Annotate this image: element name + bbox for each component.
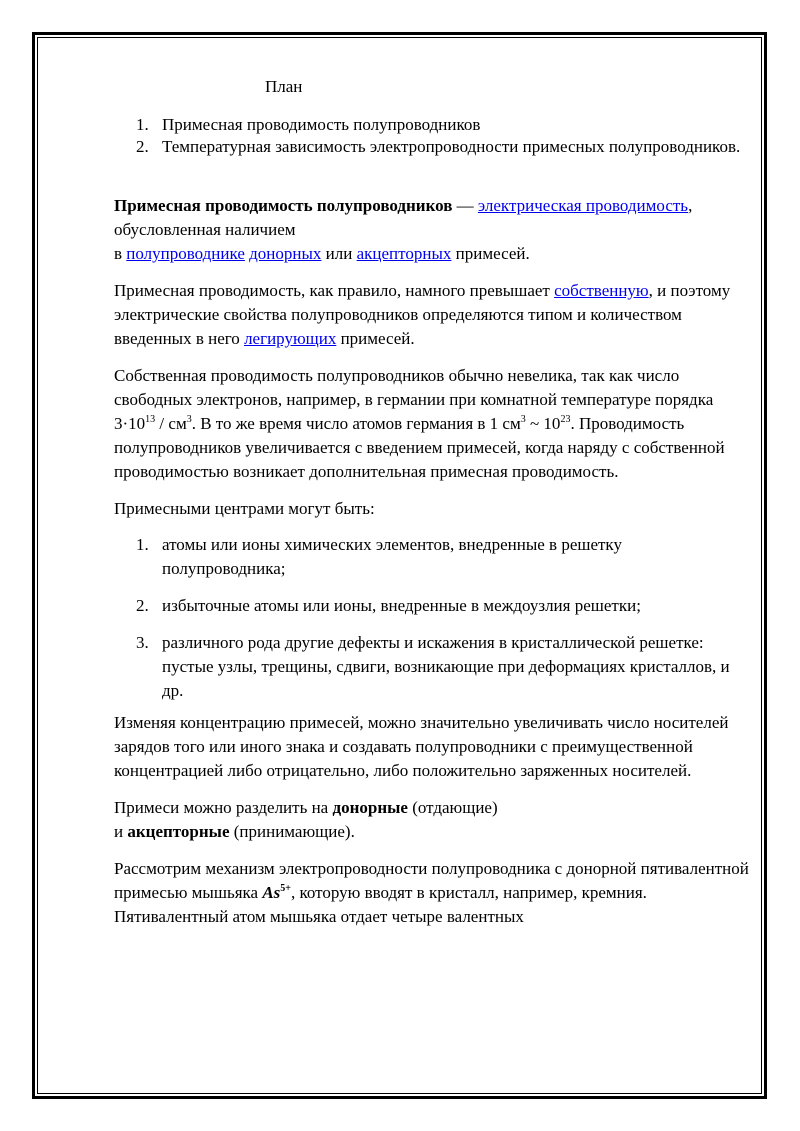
- plan-list: [114, 114, 749, 157]
- superscript: 3: [186, 414, 192, 425]
- plan-item: [114, 136, 749, 158]
- text: и: [114, 822, 128, 841]
- text: Примеси можно разделить на: [114, 798, 333, 817]
- list-number: 1.: [136, 535, 149, 554]
- text: , которую вводят в кристалл, например, кремния. Пятивалентный атом мышьяка отдает четыре валентных: [114, 883, 647, 926]
- text: примесей.: [451, 244, 530, 263]
- link-intrinsic[interactable]: собственную: [554, 281, 649, 300]
- definition-paragraph: [114, 194, 749, 266]
- link-electrical-conductivity[interactable]: электрическая проводимость: [477, 196, 689, 215]
- document-content: [114, 75, 749, 929]
- text: в: [114, 244, 127, 263]
- text: , и поэтому электрические свойства полупроводников определяются типом и количеством введенных в него: [114, 281, 731, 348]
- chemical-symbol: As: [262, 883, 281, 902]
- superscript: 5+: [280, 883, 291, 894]
- paragraph-intrinsic-vs-impurity: [114, 279, 749, 351]
- bold-term-acceptor: акцепторные: [127, 822, 230, 841]
- text: ~ 10: [525, 414, 561, 433]
- text: / см: [155, 414, 187, 433]
- plan-title: План: [265, 77, 303, 96]
- text: (отдающие): [407, 798, 498, 817]
- link-doping[interactable]: легирующих: [244, 329, 337, 348]
- list-item: [114, 631, 749, 703]
- paragraph-concentration: Изменяя концентрацию примесей, можно значительно увеличивать число носителей зарядов того или иного знака и создавать полупроводники с преимущественной концентрацией либо отрицательно, либо положительно заряженных носителей.: [114, 713, 729, 780]
- superscript: 13: [145, 414, 156, 425]
- list-number: 2.: [136, 596, 149, 615]
- list-item: [114, 594, 749, 618]
- paragraph-intrinsic-conductivity: [114, 364, 749, 484]
- paragraph-centers-intro: Примесными центрами могут быть:: [114, 499, 375, 518]
- text: (принимающие).: [229, 822, 355, 841]
- plan-item: [114, 114, 749, 136]
- definition-term: Примесная проводимость полупроводников: [114, 196, 453, 215]
- list-item: [114, 533, 749, 581]
- dash: —: [452, 196, 478, 215]
- text: . В то же время число атомов германия в 1 см: [191, 414, 521, 433]
- list-number: 2.: [136, 136, 149, 156]
- list-item-text: избыточные атомы или ионы, внедренные в междоузлия решетки;: [162, 596, 641, 615]
- text: . Проводимость полупроводников увеличивается с введением примесей, когда наряду с собственной проводимостью возникает дополнительная примесная проводимость.: [114, 414, 725, 481]
- plan-item-text: Примесная проводимость полупроводников: [162, 115, 481, 134]
- list-number: 3.: [136, 633, 149, 652]
- link-semiconductor[interactable]: полупроводнике: [126, 244, 245, 263]
- list-number: 1.: [136, 115, 149, 134]
- text: Примесная проводимость, как правило, намного превышает: [114, 281, 555, 300]
- paragraph-mechanism: [114, 857, 749, 929]
- bold-term-donor: донорные: [332, 798, 408, 817]
- list-item-text: атомы или ионы химических элементов, внедренные в решетку полупроводника;: [162, 535, 622, 578]
- superscript: 3: [520, 414, 526, 425]
- text: или: [321, 244, 357, 263]
- text: Собственная проводимость полупроводников обычно невелика, так как число свободных электронов, например, в германии при комнатной температуре порядка 3·10: [114, 366, 714, 433]
- list-item-text: различного рода другие дефекты и искажения в кристаллической решетке: пустые узлы, трещины, сдвиги, возникающие при деформациях кристаллов, и др.: [162, 633, 730, 700]
- plan-item-text: Температурная зависимость электропроводности примесных полупроводников.: [162, 136, 741, 156]
- link-donor[interactable]: донорных: [249, 244, 322, 263]
- paragraph-types: [114, 796, 749, 844]
- link-acceptor[interactable]: акцепторных: [356, 244, 452, 263]
- text: примесей.: [336, 329, 415, 348]
- text: , обусловленная наличием: [114, 196, 693, 239]
- impurity-centers-list: [114, 533, 749, 703]
- superscript: 23: [560, 414, 571, 425]
- text: Рассмотрим механизм электропроводности полупроводника с донорной пятивалентной примесью мышьяка: [114, 859, 749, 902]
